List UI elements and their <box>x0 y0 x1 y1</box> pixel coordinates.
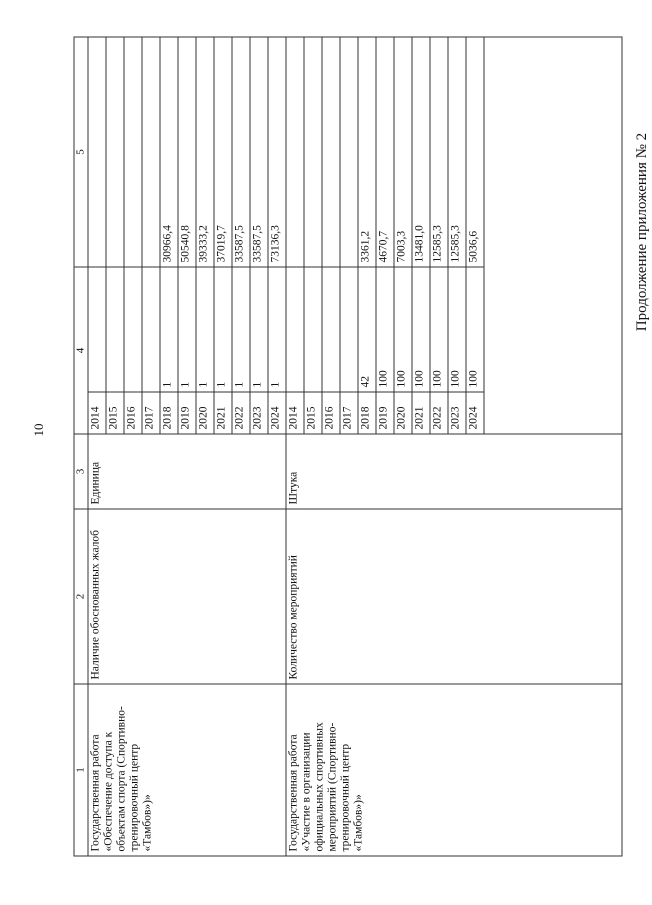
indicator-cell: Количество мероприятий <box>286 509 622 684</box>
value-col4-cell: 1 <box>232 267 250 392</box>
year-cell: 2017 <box>142 392 160 434</box>
value-col4-cell: 1 <box>178 267 196 392</box>
column-header: 3 <box>74 434 88 509</box>
year-cell: 2018 <box>160 392 178 434</box>
value-col4-cell: 100 <box>412 267 430 392</box>
table-container <box>73 36 622 856</box>
value-col4-cell: 100 <box>430 267 448 392</box>
value-col5-cell: 37019,7 <box>214 37 232 267</box>
unit-cell: Единица <box>88 434 286 509</box>
year-cell: 2022 <box>430 392 448 434</box>
value-col5-cell: 5036,6 <box>466 37 484 267</box>
table-row <box>286 37 304 856</box>
value-col5-cell: 3361,2 <box>358 37 376 267</box>
value-col4-cell: 1 <box>214 267 232 392</box>
year-cell: 2021 <box>412 392 430 434</box>
value-col5-cell <box>124 37 142 267</box>
value-col5-cell: 33587,5 <box>250 37 268 267</box>
value-col5-cell: 12585,3 <box>430 37 448 267</box>
year-cell: 2019 <box>376 392 394 434</box>
year-cell: 2022 <box>232 392 250 434</box>
value-col5-cell: 33587,5 <box>232 37 250 267</box>
value-col4-cell: 100 <box>376 267 394 392</box>
year-cell: 2017 <box>340 392 358 434</box>
year-cell: 2016 <box>124 392 142 434</box>
column-header: 4 <box>74 267 88 434</box>
appendix-title: Продолжение приложения № 2 <box>634 132 650 332</box>
year-cell: 2020 <box>196 392 214 434</box>
column-header: 2 <box>74 509 88 684</box>
year-cell: 2024 <box>466 392 484 434</box>
value-col5-cell <box>340 37 358 267</box>
value-col5-cell: 4670,7 <box>376 37 394 267</box>
year-cell: 2023 <box>448 392 466 434</box>
value-col5-cell: 7003,3 <box>394 37 412 267</box>
year-cell: 2018 <box>358 392 376 434</box>
value-col5-cell: 13481,0 <box>412 37 430 267</box>
value-col5-cell: 50540,8 <box>178 37 196 267</box>
value-col4-cell: 100 <box>466 267 484 392</box>
value-col5-cell: 39333,2 <box>196 37 214 267</box>
value-col4-cell: 42 <box>358 267 376 392</box>
column-header: 1 <box>74 684 88 856</box>
value-col4-cell <box>340 267 358 392</box>
value-col5-cell: 12585,3 <box>448 37 466 267</box>
value-col5-cell <box>88 37 106 267</box>
work-name-cell: Государственная работа «Участие в организации официальных спортивных мероприятий (Спортивно-тренировочный центр «Тамбов»)» <box>286 684 622 856</box>
header-row <box>74 37 88 856</box>
value-col5-cell <box>304 37 322 267</box>
value-col4-cell <box>322 267 340 392</box>
value-col4-cell: 1 <box>196 267 214 392</box>
value-col5-cell: 73136,3 <box>268 37 286 267</box>
year-cell: 2014 <box>88 392 106 434</box>
indicator-cell: Наличие обоснованных жалоб <box>88 509 286 684</box>
value-col4-cell: 1 <box>160 267 178 392</box>
year-cell: 2014 <box>286 392 304 434</box>
column-header: 5 <box>74 37 88 267</box>
unit-cell: Штука <box>286 434 622 509</box>
work-name-cell: Государственная работа «Обеспечение доступа к объектам спорта (Спортивно-тренировочный центр «Тамбов»)» <box>88 684 286 856</box>
value-col4-cell: 1 <box>268 267 286 392</box>
value-col4-cell <box>124 267 142 392</box>
value-col4-cell <box>304 267 322 392</box>
value-col4-cell: 1 <box>250 267 268 392</box>
year-cell: 2016 <box>322 392 340 434</box>
table-row <box>88 37 106 856</box>
value-col5-cell <box>142 37 160 267</box>
year-cell: 2019 <box>178 392 196 434</box>
empty-cell <box>484 37 622 434</box>
value-col4-cell: 100 <box>448 267 466 392</box>
year-cell: 2015 <box>106 392 124 434</box>
value-col5-cell <box>322 37 340 267</box>
data-table <box>73 36 622 856</box>
value-col5-cell <box>106 37 124 267</box>
year-cell: 2024 <box>268 392 286 434</box>
year-cell: 2020 <box>394 392 412 434</box>
value-col4-cell <box>106 267 124 392</box>
value-col4-cell <box>142 267 160 392</box>
value-col4-cell: 100 <box>394 267 412 392</box>
page-number: 10 <box>31 423 46 437</box>
value-col5-cell <box>286 37 304 267</box>
value-col5-cell: 30966,4 <box>160 37 178 267</box>
value-col4-cell <box>286 267 304 392</box>
year-cell: 2023 <box>250 392 268 434</box>
year-cell: 2015 <box>304 392 322 434</box>
value-col4-cell <box>88 267 106 392</box>
year-cell: 2021 <box>214 392 232 434</box>
